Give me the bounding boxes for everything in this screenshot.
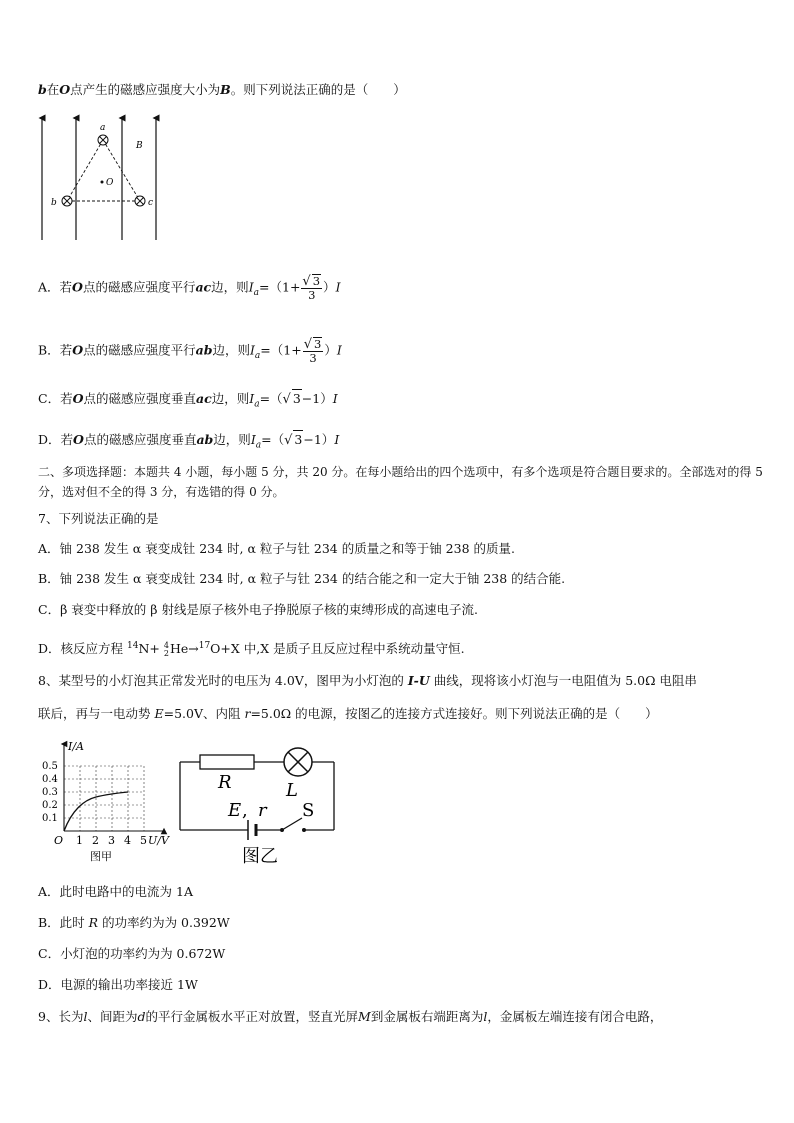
question-8-stem-line2: 联后，再与一电动势 E=5.0V、内阻 r=5.0Ω 的电源，按图乙的连接方式连接好。则下列说法正确的是（ ）	[38, 706, 658, 721]
label-B: B	[136, 141, 143, 151]
circuit-label-L: L	[286, 780, 298, 801]
wire-c-icon	[135, 196, 145, 206]
option-6d[interactable]: D．若O点的磁感应强度垂直ab边，则$I_a=(√$ 3−1）I	[38, 432, 340, 451]
circuit-caption: 图乙	[242, 846, 278, 867]
option-7a[interactable]: A．铀 238 发生 α 衰变成钍 234 时, α 粒子与钍 234 的质量之和等于铀 238 的质量.	[38, 541, 515, 556]
option-8d[interactable]: D．电源的输出功率接近 1W	[38, 977, 198, 992]
graph-origin: O	[54, 834, 64, 847]
label-o: O	[106, 178, 114, 188]
question-9-stem: 9、长为l、间距为d的平行金属板水平正对放置，竖直光屏M到金属板右端距离为l，金属板左端连接有闭合电路，	[38, 1009, 663, 1024]
wire-a-icon	[98, 135, 108, 145]
graph-xtick: 4	[124, 834, 131, 847]
option-7c[interactable]: C．β 衰变中释放的 β 射线是原子核外电子挣脱原子核的束缚形成的高速电子流.	[38, 602, 478, 617]
resistor-icon	[200, 755, 254, 769]
wire-b-icon	[62, 196, 72, 206]
graph-xtick: 2	[92, 834, 99, 847]
label-c: c	[148, 198, 154, 208]
circuit-label-S: S	[302, 800, 315, 821]
circuit-label-r: r	[258, 800, 267, 821]
lamp-icon	[284, 748, 312, 776]
option-6b[interactable]: B．若O点的磁感应强度平行ab边，则$I_a=(1+$ $\frac{√ 3}{3}$ ）I	[38, 337, 342, 365]
circuit-label-comma: ,	[242, 800, 248, 821]
option-8b[interactable]: B．此时 R 的功率约为为 0.392W	[38, 915, 230, 930]
option-6c[interactable]: C．若O点的磁感应强度垂直ac边，则$I_a=(√$ 3−1）I	[38, 391, 338, 410]
graph-xlabel: U/V	[148, 834, 169, 847]
label-a: a	[100, 123, 106, 133]
graph-ytick: 0.5	[42, 761, 58, 772]
graph-ytick: 0.2	[42, 800, 58, 811]
magnetic-field-figure	[30, 112, 170, 244]
option-8a[interactable]: A．此时电路中的电流为 1A	[38, 884, 193, 899]
option-6a[interactable]: A．若O点的磁感应强度平行ac边，则$I_a=(1+$ $\frac{√ 3}{3}$ ）I	[38, 274, 341, 302]
circuit-label-R: R	[218, 772, 232, 793]
circuit-diagram	[176, 740, 338, 870]
graph-ytick: 0.1	[42, 813, 58, 824]
graph-xtick: 3	[108, 834, 115, 847]
battery-icon	[248, 820, 256, 840]
option-7d[interactable]: D．核反应方程 $^{14}$N+ 4 2He→$^{17}$O+X 中,X 是质子且反应过程中系统动量守恒.	[38, 640, 465, 658]
label-b: b	[51, 198, 57, 208]
graph-caption: 图甲	[90, 850, 112, 863]
graph-ytick: 0.4	[42, 774, 58, 785]
question-6-stem-tail: b在O点产生的磁感应强度大小为B。则下列说法正确的是（ ）	[38, 82, 406, 97]
circuit-label-E: E	[228, 800, 242, 821]
option-8c[interactable]: C．小灯泡的功率约为为 0.672W	[38, 946, 226, 961]
option-7b[interactable]: B．铀 238 发生 α 衰变成钍 234 时, α 粒子与钍 234 的结合能之和一定大于铀 238 的结合能.	[38, 571, 566, 586]
graph-ylabel: I/A	[68, 740, 84, 753]
graph-ytick: 0.3	[42, 787, 58, 798]
question-7-stem: 7、下列说法正确的是	[38, 511, 159, 526]
graph-xtick: 1	[76, 834, 83, 847]
question-8-stem-line1: 8、某型号的小灯泡其正常发光时的电压为 4.0V，图甲为小灯泡的 I-U 曲线，现将该小灯泡与一电阻值为 5.0Ω 电阻串	[38, 673, 697, 688]
graph-xtick: 5	[140, 834, 147, 847]
iu-curve-graph	[38, 738, 178, 868]
section-2-header: 二、多项选择题：本题共 4 小题，每小题 5 分，共 20 分。在每小题给出的四个选项中，有多个选项是符合题目要求的。全部选对的得 5 分，选对但不全的得 3 分，有选错的得 0 分。	[38, 465, 763, 499]
